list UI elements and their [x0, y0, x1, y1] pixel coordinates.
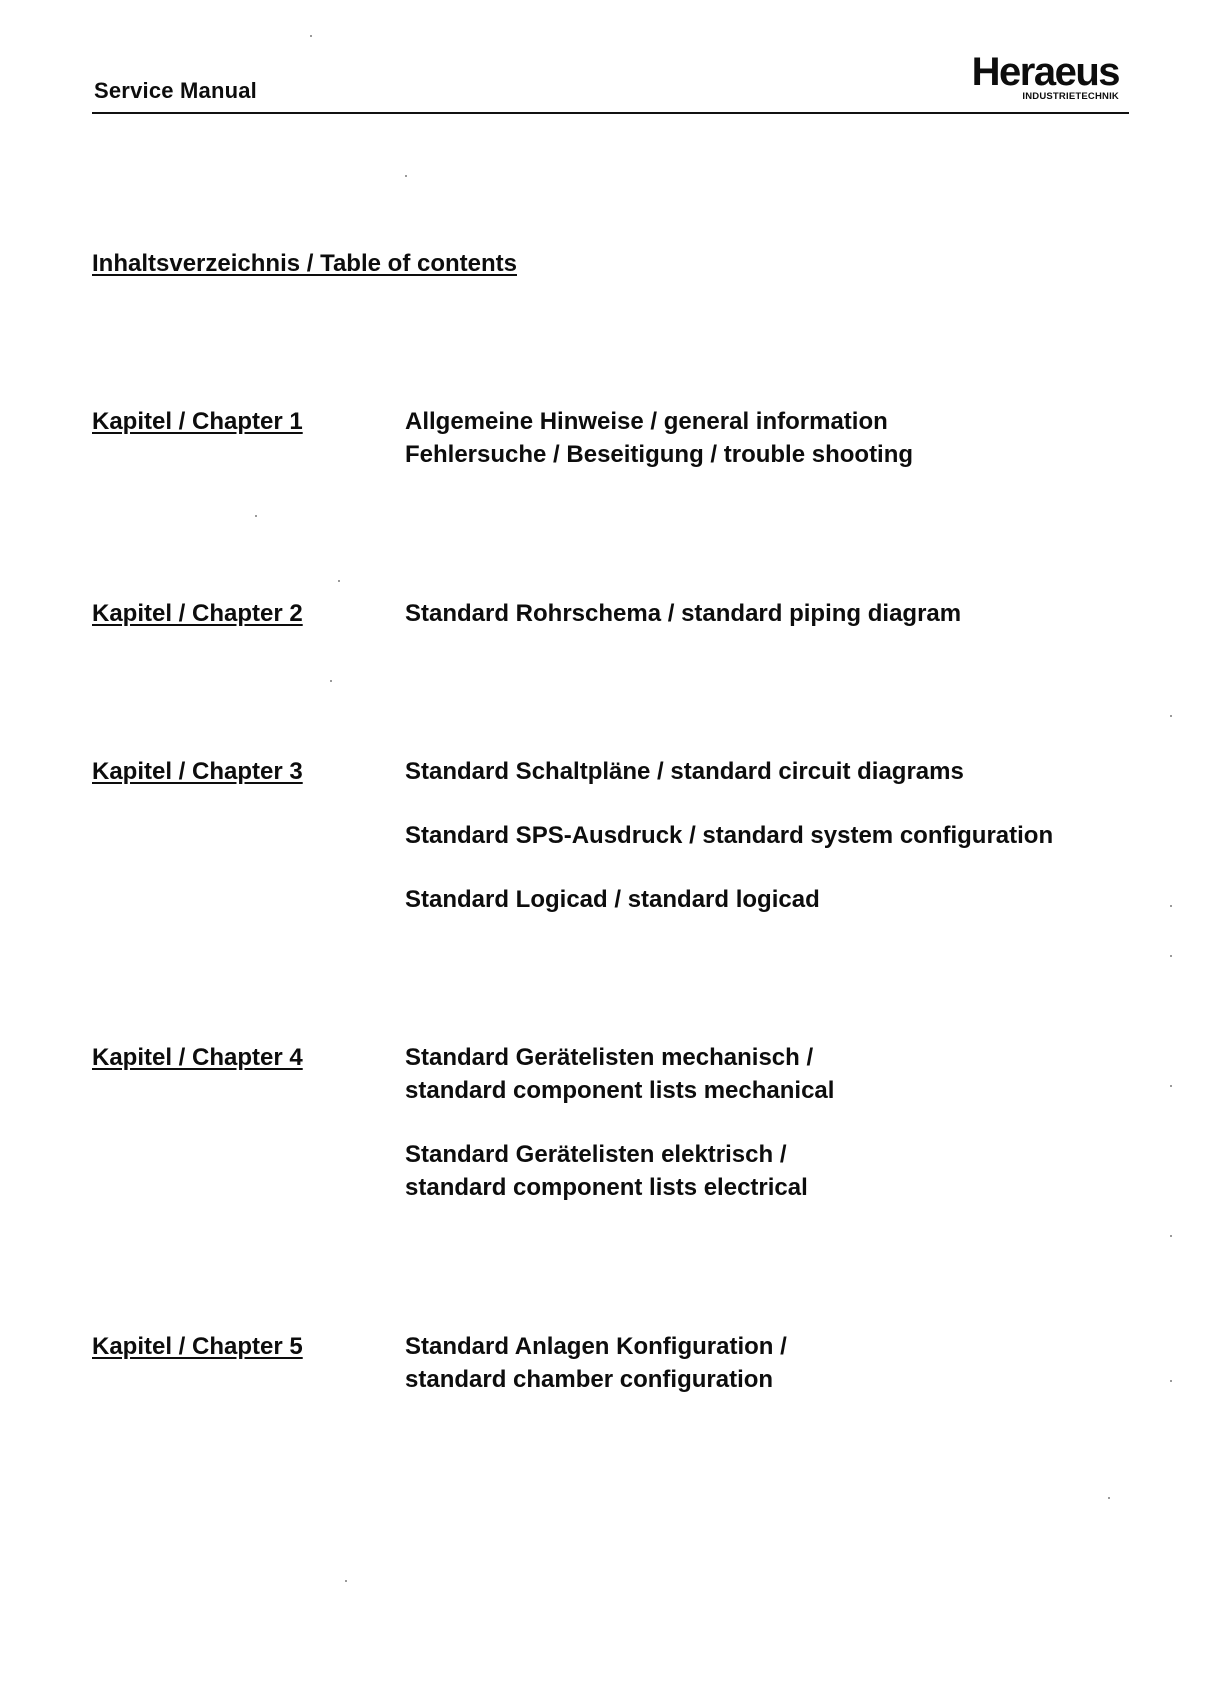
entry-line: Fehlersuche / Beseitigung / trouble shooting [405, 441, 914, 468]
scan-speck [1170, 1235, 1172, 1237]
scan-speck [1108, 1497, 1110, 1499]
scan-speck [1170, 715, 1172, 717]
scan-speck [1170, 1380, 1172, 1382]
chapter-3-entry-2 [405, 819, 1053, 852]
chapter-1-entry-1 [405, 405, 913, 471]
toc-heading: Inhaltsverzeichnis / Table of contents [92, 250, 517, 277]
chapter-4-entries [405, 1041, 834, 1204]
document-title: Service Manual [94, 78, 257, 103]
scan-speck [345, 1580, 347, 1582]
scan-speck [405, 175, 407, 177]
chapter-5-entries [405, 1330, 787, 1396]
chapter-1-label: Kapitel / Chapter 1 [92, 408, 303, 435]
entry-line: Standard Gerätelisten mechanisch / [405, 1044, 814, 1071]
chapter-3-entries [405, 755, 1053, 916]
scan-speck [1170, 955, 1172, 957]
header-divider [92, 112, 1129, 114]
entry-line: Standard Gerätelisten elektrisch / [405, 1141, 787, 1168]
chapter-1-entries [405, 405, 913, 471]
chapter-2-entries [405, 597, 961, 630]
entry-line: Standard Schaltpläne / standard circuit diagrams [405, 758, 964, 785]
scan-speck [330, 680, 332, 682]
chapter-3-entry-1 [405, 755, 1053, 788]
chapter-2-entry-1 [405, 597, 961, 630]
chapter-2-label: Kapitel / Chapter 2 [92, 600, 303, 627]
entry-line: standard component lists mechanical [405, 1077, 835, 1104]
scan-speck [1170, 905, 1172, 907]
chapter-5-entry-1 [405, 1330, 787, 1396]
scan-speck [1170, 1085, 1172, 1087]
chapter-5-label: Kapitel / Chapter 5 [92, 1333, 303, 1360]
scan-speck [338, 580, 340, 582]
scan-speck [310, 35, 312, 37]
scan-speck [255, 515, 257, 517]
chapter-4-label: Kapitel / Chapter 4 [92, 1044, 303, 1071]
entry-line: Standard Anlagen Konfiguration / [405, 1333, 787, 1360]
chapter-4-entry-1 [405, 1041, 834, 1107]
entry-line: standard component lists electrical [405, 1174, 808, 1201]
entry-line: Standard Logicad / standard logicad [405, 886, 820, 913]
entry-line: standard chamber configuration [405, 1366, 774, 1393]
logo-wordmark: Heraeus [971, 50, 1119, 94]
chapter-3-entry-3 [405, 883, 1053, 916]
entry-line: Standard Rohrschema / standard piping diagram [405, 600, 962, 627]
entry-line: Allgemeine Hinweise / general information [405, 408, 888, 435]
chapter-4-entry-2 [405, 1138, 834, 1204]
logo-subtitle: INDUSTRIETECHNIK [1022, 91, 1119, 102]
chapter-3-label: Kapitel / Chapter 3 [92, 758, 303, 785]
heraeus-logo [972, 52, 1119, 102]
entry-line: Standard SPS-Ausdruck / standard system configuration [405, 822, 1054, 849]
